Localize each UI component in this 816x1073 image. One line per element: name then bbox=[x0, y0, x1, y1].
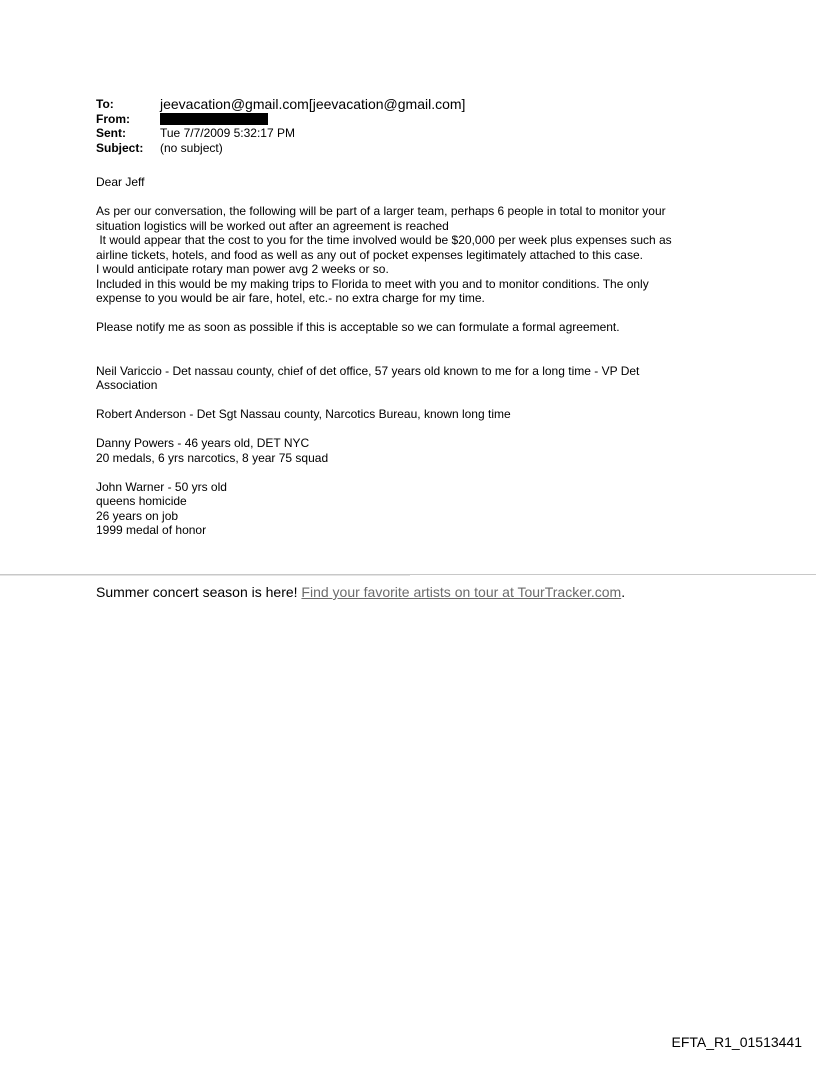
team-line: Robert Anderson - Det Sgt Nassau county, Narcotics Bureau, known long time bbox=[96, 407, 511, 421]
body-line: It would appear that the cost to you for the time involved would be $20,000 per week plus expenses such as bbox=[96, 233, 672, 247]
email-header bbox=[96, 97, 465, 155]
team-member-danny bbox=[96, 436, 756, 465]
sent-value: Tue 7/7/2009 5:32:17 PM bbox=[160, 126, 295, 140]
team-member-robert bbox=[96, 407, 756, 422]
document-id: EFTA_R1_01513441 bbox=[671, 1034, 802, 1050]
footer-ad-end: . bbox=[621, 584, 626, 600]
to-value: jeevacation@gmail.com[jeevacation@gmail.com] bbox=[160, 96, 466, 112]
team-member-john bbox=[96, 480, 756, 538]
tourtracker-link[interactable]: Find your favorite artists on tour at TourTracker.com bbox=[301, 584, 622, 600]
body-line: airline tickets, hotels, and food as well as any out of pocket expenses legitimately attached to this case. bbox=[96, 247, 643, 262]
team-line: Danny Powers - 46 years old, DET NYC bbox=[96, 436, 310, 450]
sent-row bbox=[96, 126, 465, 141]
body-line: expense to you would be air fare, hotel, etc.- no extra charge for my time. bbox=[96, 291, 485, 305]
team-member-neil bbox=[96, 364, 756, 393]
subject-row bbox=[96, 141, 465, 156]
body-line: I would anticipate rotary man power avg 2 weeks or so. bbox=[96, 262, 389, 276]
subject-label: Subject: bbox=[96, 140, 144, 155]
subject-value: (no subject) bbox=[160, 140, 223, 155]
body-line: situation logistics will be worked out after an agreement is reached bbox=[96, 218, 449, 233]
to-label: To: bbox=[96, 97, 114, 111]
footer-divider-shadow bbox=[0, 575, 410, 576]
footer-ad bbox=[96, 584, 625, 601]
body-line: Included in this would be my making trips to Florida to meet with you and to monitor conditions. The only bbox=[96, 276, 649, 291]
greeting: Dear Jeff bbox=[96, 175, 145, 189]
team-line: 20 medals, 6 yrs narcotics, 8 year 75 squad bbox=[96, 450, 329, 465]
redaction-bar bbox=[160, 113, 268, 125]
team-line: Neil Variccio - Det nassau county, chief of det office, 57 years old known to me for a long time - VP Det bbox=[96, 363, 640, 378]
team-line: 1999 medal of honor bbox=[96, 523, 207, 537]
team-line: 26 years on job bbox=[96, 508, 179, 523]
footer-ad-text: Summer concert season is here! bbox=[96, 584, 302, 600]
from-row bbox=[96, 112, 465, 127]
body-line: As per our conversation, the following will be part of a larger team, perhaps 6 people in total to monitor your bbox=[96, 204, 666, 218]
team-line: Association bbox=[96, 378, 158, 392]
from-value-redacted bbox=[160, 112, 268, 127]
team-line: John Warner - 50 yrs old bbox=[96, 479, 227, 494]
from-label: From: bbox=[96, 111, 130, 126]
email-body bbox=[96, 175, 756, 538]
body-paragraph-2: Please notify me as soon as possible if this is acceptable so we can formulate a formal agreement. bbox=[96, 320, 620, 334]
team-line: queens homicide bbox=[96, 494, 187, 508]
sent-label: Sent: bbox=[96, 126, 126, 140]
body-paragraph-1 bbox=[96, 204, 756, 306]
to-row bbox=[96, 97, 465, 112]
